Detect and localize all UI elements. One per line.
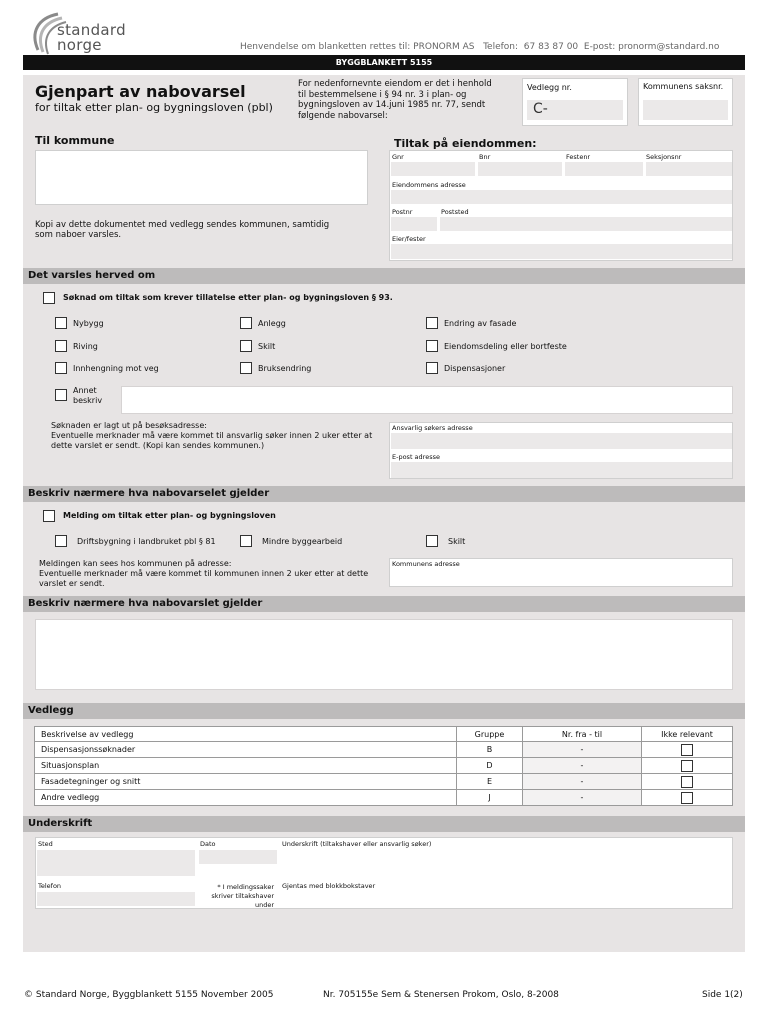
soknad-label: Søknad om tiltak som krever tillatelse etter plan- og bygningsloven § 93. (63, 293, 393, 302)
seksjonsnr-field[interactable] (646, 162, 732, 176)
annet-line: beskriv (73, 396, 103, 405)
ikke-relevant-cell (642, 758, 733, 774)
vedlegg-nr-cell[interactable] (523, 790, 642, 806)
standard-norge-logo (28, 10, 128, 56)
nr-dash: - (580, 793, 584, 802)
form-id: BYGGBLANKETT 5155 (335, 58, 433, 67)
sted-field[interactable] (37, 850, 195, 876)
ikke-relevant-checkbox[interactable] (681, 776, 693, 788)
postnr-field[interactable] (391, 217, 437, 231)
logo-text-line2: norge (57, 36, 102, 54)
nybygg-label: Nybygg (73, 319, 104, 328)
telefon-field[interactable] (37, 892, 195, 906)
column-header: Nr. fra - til (523, 727, 642, 742)
riving-label: Riving (73, 342, 98, 351)
annet-line: Annet (73, 386, 97, 395)
gjentas-label: Gjentas med blokkbokstaver (282, 882, 376, 890)
note-line: dette varslet er sendt. (Kopi kan sendes kommunen.) (51, 441, 265, 450)
table-row (35, 758, 733, 774)
bnr-label: Bnr (479, 153, 491, 161)
ikke-relevant-cell (642, 774, 733, 790)
anlegg-checkbox[interactable] (240, 317, 252, 329)
note-line: som naboer varsles. (35, 230, 122, 240)
nr-dash: - (580, 761, 584, 770)
column-header: Gruppe (457, 727, 523, 742)
adresse-label: Eiendommens adresse (392, 181, 466, 189)
ikke-relevant-checkbox[interactable] (681, 744, 693, 756)
kommunens-adresse-field[interactable] (391, 569, 732, 585)
intro-line: til bestemmelsene i § 94 nr. 3 i plan- og (298, 89, 467, 100)
dispensasjoner-checkbox[interactable] (426, 362, 438, 374)
ansvarlig-adresse-field[interactable] (391, 433, 732, 449)
ikke-relevant-checkbox[interactable] (681, 792, 693, 804)
kommune-adresse-note (39, 559, 384, 589)
dato-label: Dato (200, 840, 216, 848)
page-title: Gjenpart av nabovarsel (35, 82, 246, 101)
table-header-row (35, 727, 733, 742)
melding-checkbox[interactable] (43, 510, 55, 522)
festenr-field[interactable] (565, 162, 643, 176)
nybygg-checkbox[interactable] (55, 317, 67, 329)
ikke-relevant-cell (642, 790, 733, 806)
contact-line: Henvendelse om blanketten rettes til: PRONORM AS Telefon: 67 83 87 00 E-post: pronorm@standard.no (240, 42, 720, 52)
soknad-checkbox[interactable] (43, 292, 55, 304)
annet-beskriv-field[interactable] (121, 386, 733, 414)
ansvarlig-adresse-label: Ansvarlig søkers adresse (392, 424, 473, 432)
postnr-label: Postnr (392, 208, 413, 216)
column-header: Ikke relevant (642, 727, 733, 742)
beskriv-section-header: Beskriv nærmere hva nabovarselet gjelder (23, 486, 745, 502)
vedlegg-nr-cell[interactable] (523, 742, 642, 758)
note-line: Eventuelle merknader må være kommet til ansvarlig søker innen 2 uker etter at (51, 431, 373, 440)
kommune-note (35, 220, 375, 240)
vedlegg-desc: Fasadetegninger og snitt (35, 774, 457, 790)
meldingssaker-note (198, 883, 274, 910)
vedlegg-nr-label: Vedlegg nr. (527, 83, 572, 92)
dato-field[interactable] (199, 850, 277, 864)
beskriv2-section-header: Beskriv nærmere hva nabovarslet gjelder (23, 596, 745, 612)
vedlegg-nr-cell[interactable] (523, 774, 642, 790)
intro-line: bygningsloven av 14.juni 1985 nr. 77, sendt (298, 100, 486, 110)
vedlegg-desc: Dispensasjonssøknader (35, 742, 457, 758)
festenr-label: Festenr (566, 153, 591, 161)
page-subtitle: for tiltak etter plan- og bygningsloven (pbl) (35, 101, 273, 114)
eier-label: Eier/fester (392, 235, 426, 243)
vedlegg-desc: Andre vedlegg (35, 790, 457, 806)
note-line: skriver tiltakshaver (211, 892, 274, 900)
mindre-byggearbeid-checkbox[interactable] (240, 535, 252, 547)
skilt-label: Skilt (258, 342, 276, 351)
telefon-label: Telefon (38, 882, 62, 890)
underskrift-label: Underskrift (tiltakshaver eller ansvarlig søker) (282, 840, 432, 848)
kommune-heading: Til kommune (35, 134, 115, 147)
fasade-label: Endring av fasade (444, 319, 517, 328)
ikke-relevant-checkbox[interactable] (681, 760, 693, 772)
beskriv-textarea[interactable] (35, 619, 733, 690)
table-row (35, 742, 733, 758)
eiendomsdeling-checkbox[interactable] (426, 340, 438, 352)
form-id-bar (23, 55, 745, 70)
vedlegg-section-header: Vedlegg (23, 703, 745, 719)
note-line: * I meldingssaker (217, 883, 274, 891)
saksnr-field[interactable] (643, 100, 728, 120)
footer-copyright: © Standard Norge, Byggblankett 5155 November 2005 (24, 990, 274, 1000)
vedlegg-nr-cell[interactable] (523, 758, 642, 774)
underskrift-field[interactable] (280, 849, 732, 877)
vedlegg-group: E (457, 774, 523, 790)
note-line: varslet er sendt. (39, 579, 105, 588)
intro-line: For nedenfornevnte eiendom er det i henhold (298, 79, 492, 89)
riving-checkbox[interactable] (55, 340, 67, 352)
table-row (35, 774, 733, 790)
kommunens-adresse-label: Kommunens adresse (392, 560, 460, 568)
note-line: Søknaden er lagt ut på besøksadresse: (51, 421, 207, 430)
vedlegg-nr-value: C- (533, 101, 548, 117)
table-row (35, 790, 733, 806)
skilt-melding-label: Skilt (448, 537, 466, 546)
annet-checkbox[interactable] (55, 389, 67, 401)
annet-label (73, 386, 102, 406)
vedlegg-group: D (457, 758, 523, 774)
driftsbygning-checkbox[interactable] (55, 535, 67, 547)
gnr-field[interactable] (391, 162, 475, 176)
driftsbygning-label: Driftsbygning i landbruket pbl § 81 (77, 537, 216, 546)
adresse-field[interactable] (391, 190, 732, 204)
eiendomsdeling-label: Eiendomsdeling eller bortfeste (444, 342, 567, 351)
bruksendring-label: Bruksendring (258, 364, 312, 373)
nr-dash: - (580, 745, 584, 754)
bruksendring-checkbox[interactable] (240, 362, 252, 374)
vedlegg-desc: Situasjonsplan (35, 758, 457, 774)
anlegg-label: Anlegg (258, 319, 286, 328)
besoksadresse-note (51, 421, 386, 451)
epost-adresse-label: E-post adresse (392, 453, 440, 461)
eier-field[interactable] (391, 244, 732, 259)
nr-dash: - (580, 777, 584, 786)
skilt-melding-checkbox[interactable] (426, 535, 438, 547)
kommune-field[interactable] (35, 150, 368, 205)
vedlegg-table (34, 726, 733, 806)
eiendom-heading: Tiltak på eiendommen: (394, 137, 537, 150)
footer-print-info: Nr. 705155e Sem & Stenersen Prokom, Oslo, 8-2008 (323, 990, 559, 1000)
seksjonsnr-label: Seksjonsnr (646, 153, 682, 161)
innhengning-checkbox[interactable] (55, 362, 67, 374)
saksnr-label: Kommunens saksnr. (643, 82, 724, 91)
vedlegg-group: B (457, 742, 523, 758)
gjentas-field[interactable] (280, 891, 732, 907)
column-header: Beskrivelse av vedlegg (35, 727, 457, 742)
note-line: under (254, 901, 274, 909)
melding-label: Melding om tiltak etter plan- og bygningsloven (63, 511, 276, 520)
sted-label: Sted (38, 840, 53, 848)
innhengning-label: Innhengning mot veg (73, 364, 159, 373)
poststed-field[interactable] (440, 217, 732, 231)
logo-text-line1: standard (57, 21, 126, 39)
intro-line: følgende nabovarsel: (298, 110, 388, 121)
ikke-relevant-cell (642, 742, 733, 758)
intro-text (298, 79, 492, 121)
dispensasjoner-label: Dispensasjoner (444, 364, 506, 373)
mindre-byggearbeid-label: Mindre byggearbeid (262, 537, 343, 546)
note-line: Meldingen kan sees hos kommunen på adresse: (39, 559, 232, 568)
note-line: Eventuelle merknader må være kommet til kommunen innen 2 uker etter at dette (39, 569, 369, 578)
gnr-label: Gnr (392, 153, 404, 161)
underskrift-section-header: Underskrift (23, 816, 745, 832)
fasade-checkbox[interactable] (426, 317, 438, 329)
poststed-label: Poststed (441, 208, 469, 216)
footer-page-number: Side 1(2) (702, 990, 743, 1000)
bnr-field[interactable] (478, 162, 562, 176)
skilt-checkbox[interactable] (240, 340, 252, 352)
vedlegg-group: J (457, 790, 523, 806)
varsles-section-header: Det varsles herved om (23, 268, 745, 284)
note-line: Kopi av dette dokumentet med vedlegg sendes kommunen, samtidig (35, 220, 330, 230)
epost-adresse-field[interactable] (391, 462, 732, 478)
